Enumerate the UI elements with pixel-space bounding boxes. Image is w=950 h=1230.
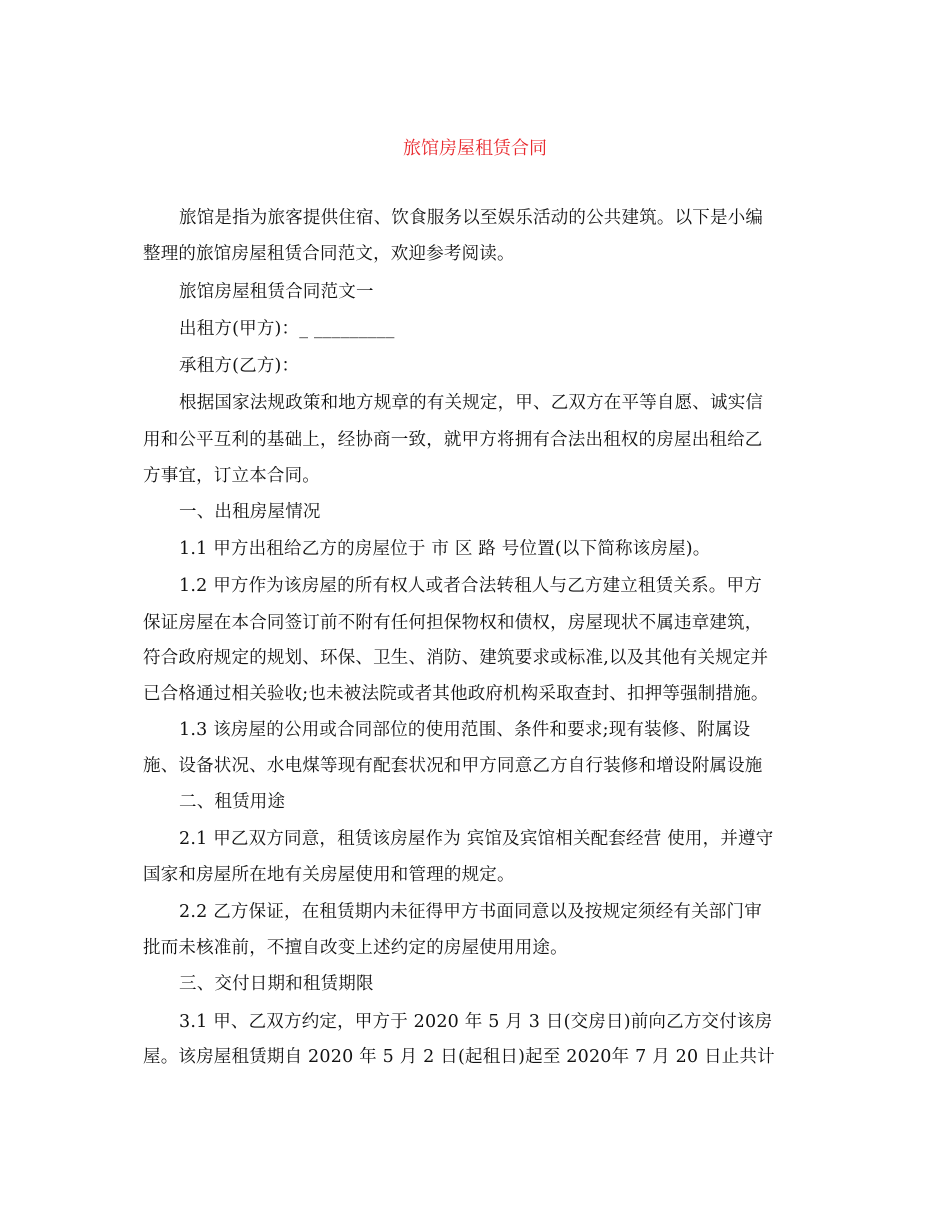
clause-line: 已合格通过相关验收;也未被法院或者其他政府机构采取查封、扣押等强制措施。 xyxy=(143,684,769,704)
section-heading: 二、租赁用途 xyxy=(179,792,286,812)
clause-line: 1.1 甲方出租给乙方的房屋位于 市 区 路 号位置(以下简称该房屋)。 xyxy=(179,539,711,559)
paragraph-line: 用和公平互利的基础上，经协商一致，就甲方将拥有合法出租权的房屋出租给乙 xyxy=(143,430,763,450)
clause-line: 保证房屋在本合同签订前不附有任何担保物权和债权，房屋现状不属违章建筑， xyxy=(143,613,763,633)
lessee-field: 承租方(乙方)： xyxy=(179,356,300,376)
clause-line: 施、设备状况、水电煤等现有配套状况和甲方同意乙方自行装修和增设附属设施 xyxy=(143,756,763,776)
paragraph-line: 整理的旅馆房屋租赁合同范文，欢迎参考阅读。 xyxy=(143,244,515,264)
clause-line: 1.3 该房屋的公用或合同部位的使用范围、条件和要求;现有装修、附属设 xyxy=(179,720,751,740)
paragraph-line: 旅馆是指为旅客提供住宿、饮食服务以至娱乐活动的公共建筑。以下是小编 xyxy=(179,208,764,228)
clause-line: 符合政府规定的规划、环保、卫生、消防、建筑要求或标准,以及其他有关规定并 xyxy=(143,648,769,668)
clause-line: 1.2 甲方作为该房屋的所有权人或者合法转租人与乙方建立租赁关系。甲方 xyxy=(179,576,762,596)
clause-line: 批而未核准前，不擅自改变上述约定的房屋使用用途。 xyxy=(143,938,568,958)
lessor-field: 出租方(甲方)：_ _________ xyxy=(179,319,395,339)
clause-line: 屋。该房屋租赁期自 2020 年 5 月 2 日(起租日)起至 2020年 7 月 20 日止共计 xyxy=(143,1047,775,1067)
section-heading: 三、交付日期和租赁期限 xyxy=(179,974,374,994)
section-heading: 旅馆房屋租赁合同范文一 xyxy=(179,282,374,302)
clause-line: 国家和房屋所在地有关房屋使用和管理的规定。 xyxy=(143,865,515,885)
document-title: 旅馆房屋租赁合同 xyxy=(403,138,547,159)
section-heading: 一、出租房屋情况 xyxy=(179,502,321,522)
clause-line: 3.1 甲、乙双方约定，甲方于 2020 年 5 月 3 日(交房日)前向乙方交付该房 xyxy=(179,1012,773,1032)
clause-line: 2.1 甲乙双方同意，租赁该房屋作为 宾馆及宾馆相关配套经营 使用，并遵守 xyxy=(179,829,774,849)
clause-line: 2.2 乙方保证，在租赁期内未征得甲方书面同意以及按规定须经有关部门审 xyxy=(179,902,762,922)
paragraph-line: 方事宜，订立本合同。 xyxy=(143,466,320,486)
paragraph-line: 根据国家法规政策和地方规章的有关规定，甲、乙双方在平等自愿、诚实信 xyxy=(179,393,764,413)
